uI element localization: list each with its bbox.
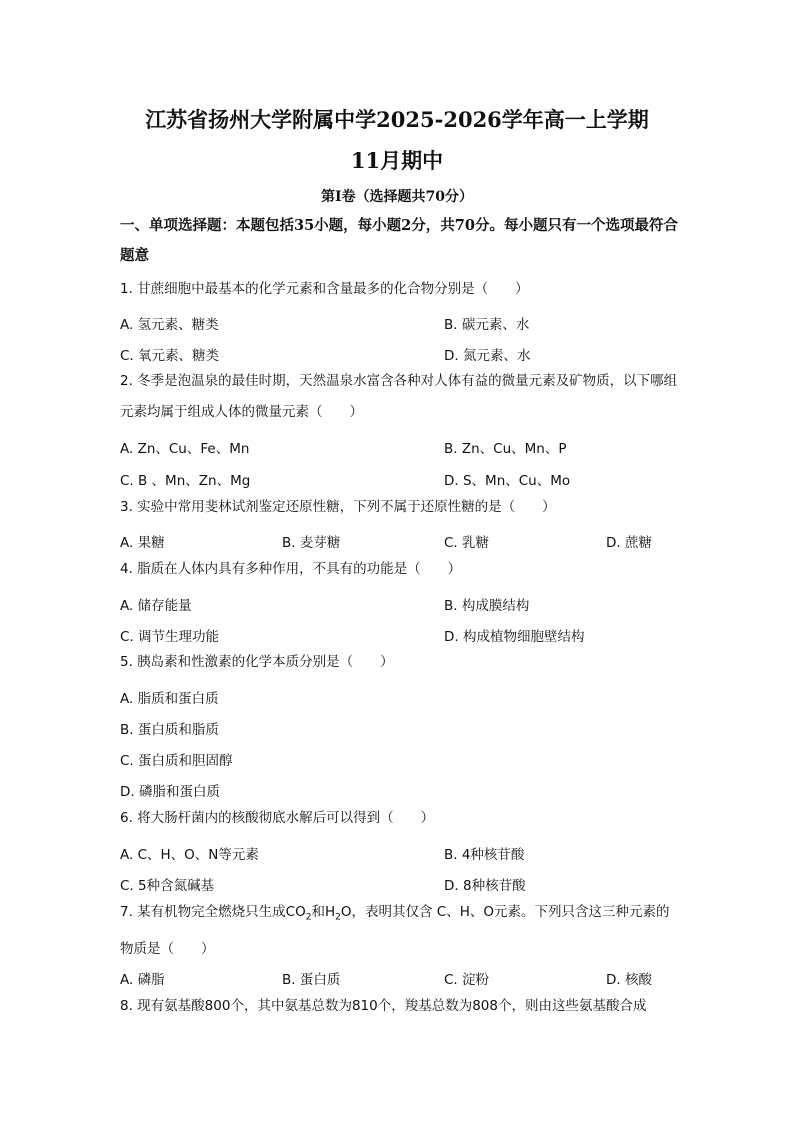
question-5-option-d: D. 磷脂和蛋白质 [120,784,220,800]
question-5-option-b: B. 蛋白质和脂质 [120,722,219,738]
question-1-options-row1 [120,313,680,337]
question-5-stem: 5. 胰岛素和性激素的化学本质分别是（ ） [120,654,394,670]
question-1-option-c: C. 氧元素、糖类 [120,348,220,364]
question-2-option-c: C. B 、Mn、Zn、Mg [120,473,251,489]
question-2-stem: 2. 冬季是泡温泉的最佳时期，天然温泉水富含各种对人体有益的微量元素及矿物质，以下哪组元素均属于组成人体的微量元素（ ） [120,373,678,420]
question-8-stem: 8. 现有氨基酸800个，其中氨基总数为810个，羧基总数为808个，则由这些氨基酸合成 [120,998,647,1014]
volume-title: 第I卷（选择题共70分） [320,189,474,205]
question-3-options-row [120,531,680,555]
question-1-option-a: A. 氢元素、糖类 [120,317,219,333]
question-5-option-a: A. 脂质和蛋白质 [120,691,219,707]
question-2-options-row2 [120,469,680,493]
question-3-option-b: B. 麦芽糖 [282,535,341,551]
question-1-options-row2 [120,344,680,368]
question-5-option-a-row [120,687,680,711]
question-7-stem [120,897,680,965]
question-7-stem-prefix: 7. 某有机物完全燃烧只生成CO [120,904,306,920]
question-1-option-b: B. 碳元素、水 [444,317,530,333]
question-7-option-c: C. 淀粉 [444,972,490,988]
section-heading: 一、单项选择题：本题包括35小题，每小题2分，共70分。每小题只有一个选项最符合题意 [120,217,678,264]
question-3-option-c: C. 乳糖 [444,535,490,551]
question-7-subscript-h2o: 2 [335,912,341,923]
question-2-options-row1 [120,437,680,461]
question-1-stem: 1. 甘蔗细胞中最基本的化学元素和含量最多的化合物分别是（ ） [120,281,529,297]
question-6-option-b: B. 4种核苷酸 [444,847,525,863]
question-3-option-a: A. 果糖 [120,535,165,551]
exam-title-line2: 11月期中 [350,148,444,173]
question-6-stem: 6. 将大肠杆菌内的核酸彻底水解后可以得到（ ） [120,810,435,826]
question-5-option-b-row [120,718,680,742]
question-6-option-d: D. 8种核苷酸 [444,878,526,894]
question-2-option-a: A. Zn、Cu、Fe、Mn [120,441,250,457]
question-3-stem: 3. 实验中常用斐林试剂鉴定还原性糖，下列不属于还原性糖的是（ ） [120,499,556,515]
question-3-option-d: D. 蔗糖 [606,535,652,551]
question-4-option-d: D. 构成植物细胞壁结构 [444,629,585,645]
question-7-stem-mid: 和H [311,904,336,920]
question-4-options-row1 [120,594,680,618]
question-2-option-b: B. Zn、Cu、Mn、P [444,441,567,457]
question-6-options-row2 [120,874,680,898]
question-4-option-c: C. 调节生理功能 [120,629,220,645]
question-6-option-a: A. C、H、O、N等元素 [120,847,259,863]
question-5-option-d-row [120,780,680,804]
question-4-options-row2 [120,625,680,649]
question-7-option-a: A. 磷脂 [120,972,165,988]
question-7-option-b: B. 蛋白质 [282,972,341,988]
question-2-option-d: D. S、Mn、Cu、Mo [444,473,571,489]
question-6-options-row1 [120,843,680,867]
question-7-subscript-co2: 2 [305,912,312,923]
question-7-option-d: D. 核酸 [606,972,652,988]
question-7-stem-suffix: O，表明其仅含 C、H、O元素。下列只含这三种元素的物质是（ ） [120,904,670,957]
exam-title-line1: 江苏省扬州大学附属中学2025-2026学年高一上学期 [145,107,649,132]
question-4-option-a: A. 储存能量 [120,598,192,614]
question-5-option-c: C. 蛋白质和胆固醇 [120,753,233,769]
question-5-option-c-row [120,749,680,773]
question-6-option-c: C. 5种含氮碱基 [120,878,215,894]
question-4-stem: 4. 脂质在人体内具有多种作用，不具有的功能是（ ） [120,561,462,577]
question-1-option-d: D. 氮元素、水 [444,348,531,364]
question-7-options-row [120,968,680,992]
question-4-option-b: B. 构成膜结构 [444,598,530,614]
